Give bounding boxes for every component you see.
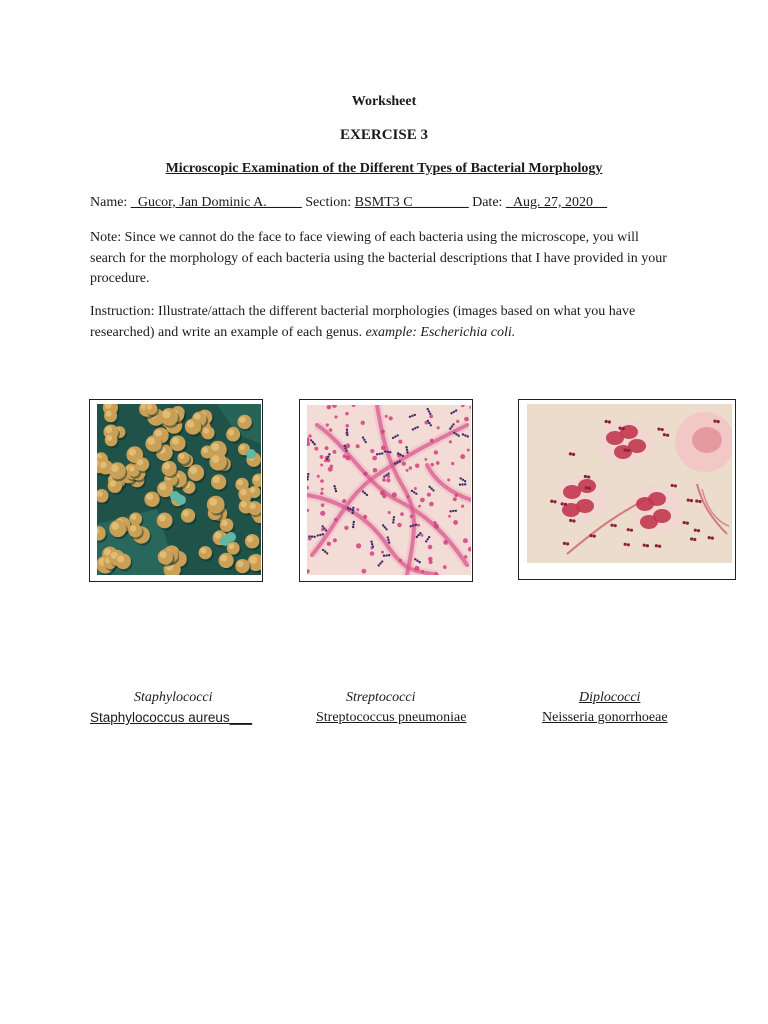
example-streptococcus-pneumoniae: Streptococcus pneumoniae (316, 710, 467, 725)
note-paragraph: Note: Since we cannot do the face to face viewing of each bacteria using the microscope, you will search for the morphology of each bacteria using the bacterial descriptions that I have provided in your procedure. (90, 230, 667, 286)
section-label: Section: (305, 195, 352, 210)
streptococci-image (299, 399, 473, 582)
date-label: Date: (472, 195, 503, 210)
name-value: _Gucor, Jan Dominic A._____ (130, 195, 302, 210)
exercise-heading: EXERCISE 3 (340, 127, 428, 143)
staphylococci-image (89, 399, 263, 582)
diplococci-image (518, 399, 736, 580)
morphology-label-staphylococci: Staphylococci (134, 690, 213, 705)
name-label: Name: (90, 195, 128, 210)
instruction-example: example: Escherichia coli. (365, 324, 516, 340)
diplococci-micrograph (527, 404, 732, 563)
instruction-text: Instruction: Illustrate/attach the different bacterial morphologies (images based on what you have researched) and write an example of each genus. (90, 304, 636, 340)
instruction-paragraph (90, 302, 690, 343)
worksheet-heading: Worksheet (351, 94, 417, 109)
example-staphylococcus-aureus: Staphylococcus aureus___ (90, 710, 253, 725)
info-line (90, 195, 607, 211)
document-title: Microscopic Examination of the Different Types of Bacterial Morphology (165, 161, 603, 176)
example-neisseria-gonorrhoeae: Neisseria gonorrhoeae (542, 710, 668, 725)
morphology-label-diplococci: Diplococci (579, 690, 641, 705)
section-value: BSMT3 C________ (354, 195, 469, 210)
date-value: _Aug. 27, 2020__ (505, 195, 608, 210)
streptococci-micrograph (307, 405, 471, 575)
morphology-label-streptococci: Streptococci (346, 690, 416, 705)
staphylococci-micrograph (97, 404, 261, 575)
